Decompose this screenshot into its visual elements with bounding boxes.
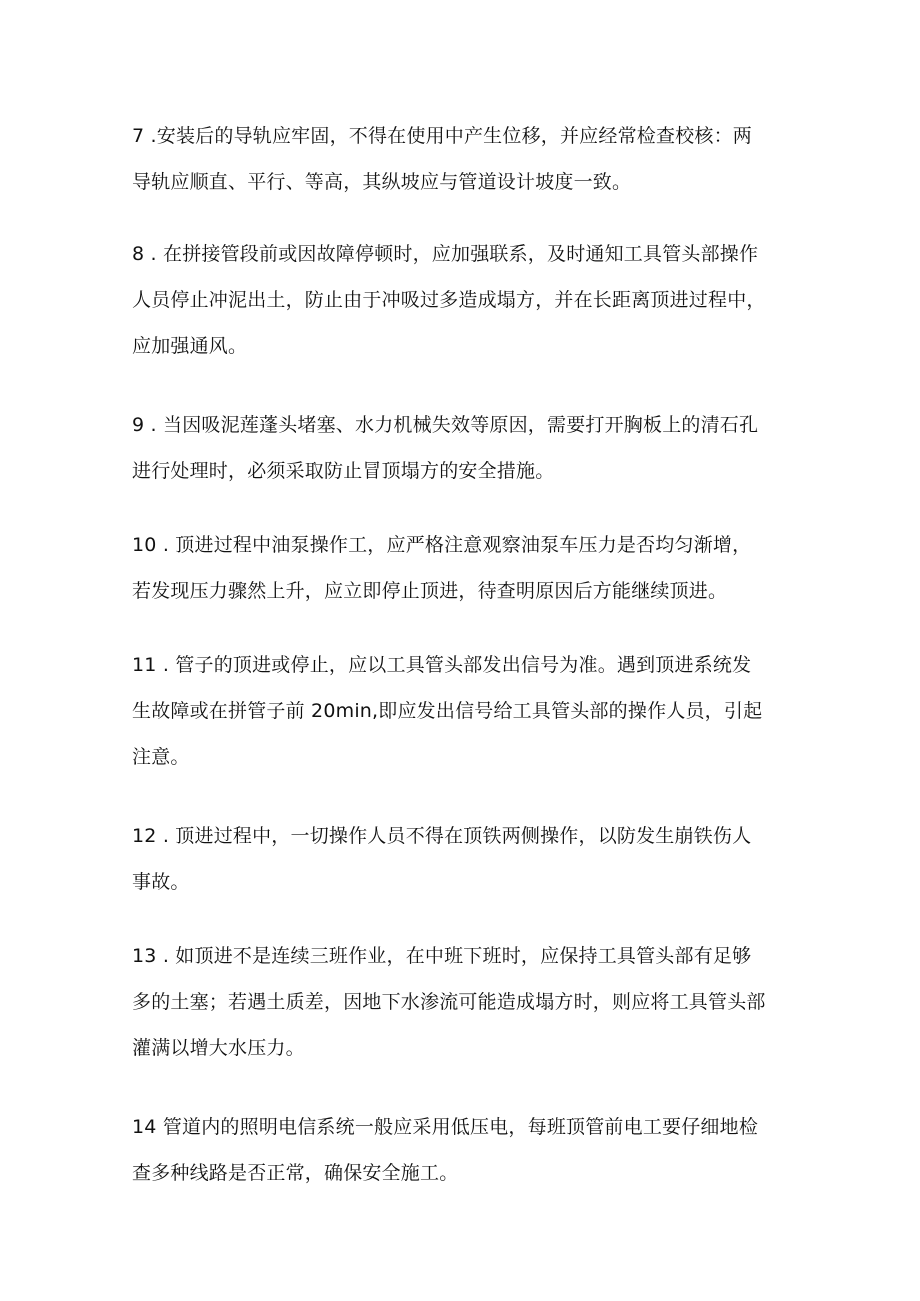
clause-11 — [132, 642, 800, 780]
text-line: 生故障或在拼管子前 20min,即应发出信号给工具管头部的操作人员，引起 — [132, 700, 763, 722]
text-line: 事故。 — [132, 871, 190, 893]
text-line: 8 . 在拼接管段前或因故障停顿时，应加强联系，及时通知工具管头部操作 — [132, 243, 759, 265]
text-line: 7 .安装后的导轨应牢固，不得在使用中产生位移，并应经常检查校核：两 — [132, 125, 752, 147]
text-line: 多的土塞；若遇土质差，因地下水渗流可能造成塌方时，则应将工具管头部 — [132, 991, 766, 1013]
text-line: 导轨应顺直、平行、等高，其纵坡应与管道设计坡度一致。 — [132, 171, 632, 193]
clause-9 — [132, 402, 800, 494]
text-line: 注意。 — [132, 746, 190, 768]
text-line: 灌满以增大水压力。 — [132, 1037, 305, 1059]
clause-8 — [132, 231, 800, 369]
clause-13 — [132, 933, 800, 1071]
text-line: 人员停止冲泥出土，防止由于冲吸过多造成塌方，并在长距离顶进过程中， — [132, 289, 766, 311]
text-line: 14 管道内的照明电信系统一般应采用低压电，每班顶管前电工要仔细地检 — [132, 1116, 759, 1138]
text-line: 9 . 当因吸泥莲蓬头堵塞、水力机械失效等原因，需要打开胸板上的清石孔 — [132, 414, 759, 436]
clause-10 — [132, 522, 800, 614]
text-line: 11 . 管子的顶进或停止，应以工具管头部发出信号为准。遇到顶进系统发 — [132, 654, 752, 676]
clause-7 — [132, 113, 800, 205]
text-line: 若发现压力骤然上升，应立即停止顶进，待查明原因后方能继续顶进。 — [132, 580, 728, 602]
text-line: 查多种线路是否正常，确保安全施工。 — [132, 1162, 459, 1184]
text-line: 应加强通风。 — [132, 335, 248, 357]
text-line: 10 . 顶进过程中油泵操作工，应严格注意观察油泵车压力是否均匀渐增， — [132, 534, 752, 556]
text-line: 12 . 顶进过程中，一切操作人员不得在顶铁两侧操作，以防发生崩铁伤人 — [132, 825, 752, 847]
clause-12 — [132, 813, 800, 905]
text-line: 13 . 如顶进不是连续三班作业，在中班下班时，应保持工具管头部有足够 — [132, 945, 752, 967]
text-line: 进行处理时，必须采取防止冒顶塌方的安全措施。 — [132, 460, 555, 482]
clause-14 — [132, 1104, 800, 1196]
